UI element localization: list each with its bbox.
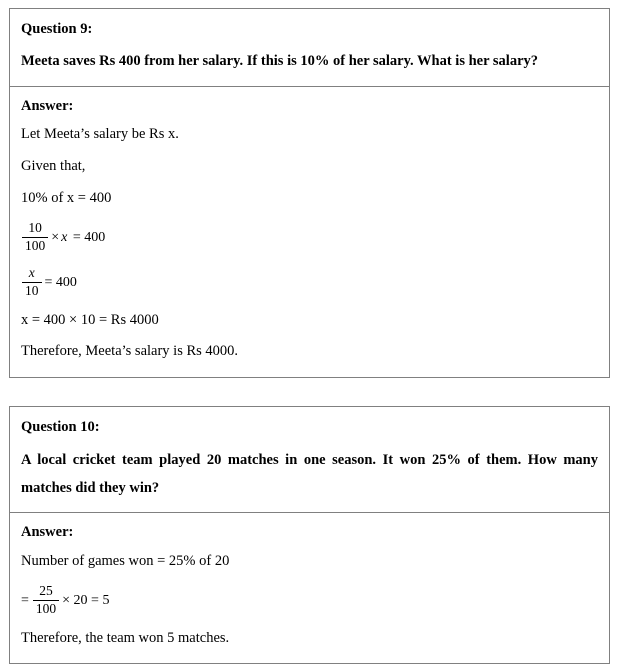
fraction-denominator: 100	[22, 237, 48, 255]
question-cell-10	[10, 407, 609, 513]
math-operator-times: ×	[51, 229, 60, 245]
question-cell-9	[10, 9, 609, 87]
fraction-denominator: 100	[33, 600, 59, 618]
math-result-400: = 400	[69, 229, 106, 245]
answer-cell-9	[10, 87, 609, 378]
answer-label-10: Answer:	[21, 524, 74, 541]
question-text-10: A local cricket team played 20 matches in one season. It won 25% of them. How many matches did they win?	[21, 451, 598, 496]
math-variable-x: x	[61, 229, 68, 245]
math-operator-equals: =	[21, 592, 29, 608]
question-label-9: Question 9:	[21, 21, 93, 37]
fraction-numerator: x	[28, 265, 35, 281]
question-answer-box-10	[9, 406, 610, 664]
answer-conclusion-10: Therefore, the team won 5 matches.	[21, 629, 230, 646]
fraction-numerator: 25	[39, 583, 53, 599]
answer-line-10-0: Number of games won = 25% of 20	[21, 552, 230, 569]
question-label-10: Question 10:	[21, 419, 100, 436]
math-expression-10-0	[21, 583, 598, 619]
question-text-9: Meeta saves Rs 400 from her salary. If this is 10% of her salary. What is her salary?	[21, 53, 539, 70]
fraction-25-over-100	[33, 583, 59, 618]
answer-label-9: Answer:	[21, 97, 74, 114]
fraction-numerator: 10	[28, 220, 42, 236]
math-result-400: = 400	[44, 274, 77, 290]
answer-line-9-3: x = 400 × 10 = Rs 4000	[21, 311, 159, 328]
question-answer-box-9	[9, 8, 610, 378]
fraction-10-over-100	[22, 220, 48, 255]
math-expression-9-1	[21, 265, 598, 301]
answer-conclusion-9: Therefore, Meeta’s salary is Rs 4000.	[21, 343, 239, 360]
fraction-x-over-10	[22, 265, 42, 300]
answer-line-9-0: Let Meeta’s salary be Rs x.	[21, 126, 179, 143]
fraction-denominator: 10	[22, 282, 42, 300]
answer-line-9-1: Given that,	[21, 158, 86, 175]
answer-cell-10	[10, 513, 609, 663]
math-result-5: × 20 = 5	[62, 592, 110, 608]
math-expression-9-0	[21, 220, 598, 256]
answer-line-9-2: 10% of x = 400	[21, 189, 112, 206]
